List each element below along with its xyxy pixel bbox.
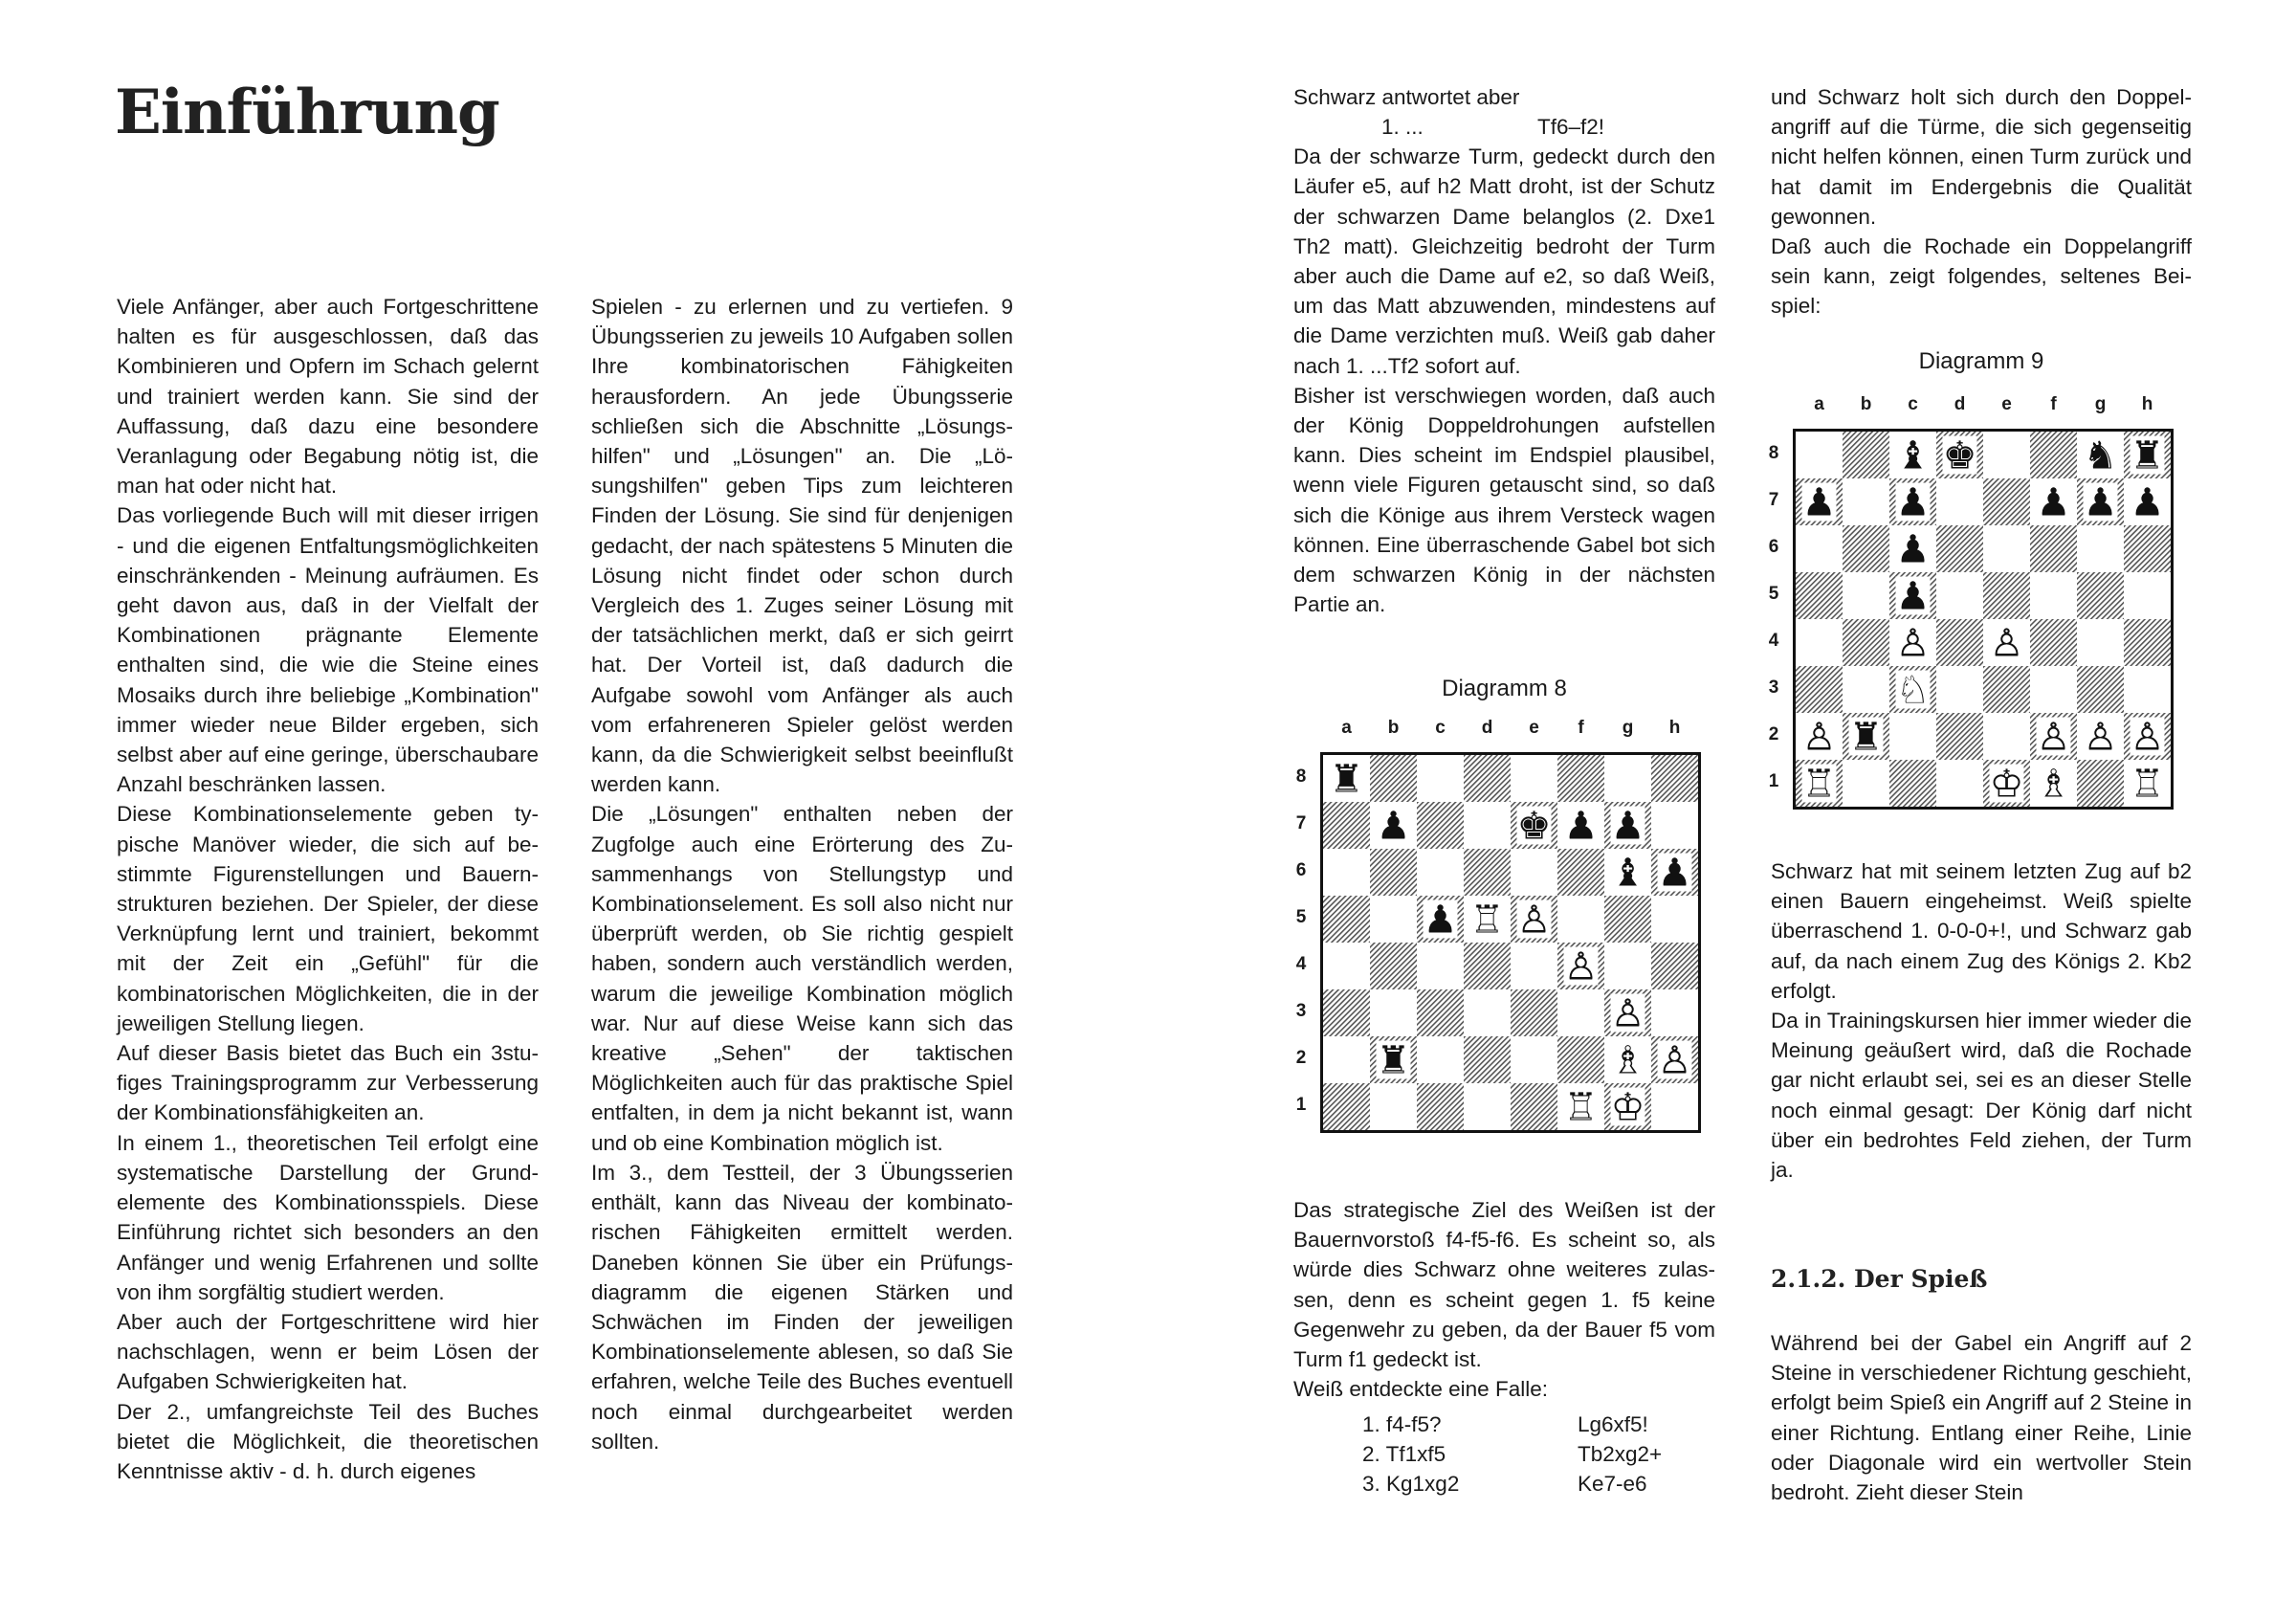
light-square	[1796, 432, 1843, 478]
paragraph: Während bei der Gabel ein Angriff auf 2 Steine in verschiedener Richtung geschieht, erfolgt beim Spieß ein Angriff auf 2 Steine in einer Richtung. Entlang einer Reihe, Linie oder Diagonale wird ein wertvoller Stein bedroht. Zieht dieser Stein	[1771, 1331, 2192, 1505]
white-piece-icon: ♗	[2036, 762, 2071, 807]
black-move: Ke7-e6	[1578, 1472, 1647, 1497]
dark-square	[1843, 432, 1889, 478]
white-piece-icon: ♙	[1610, 991, 1645, 1036]
right-column-2	[1771, 82, 2192, 322]
paragraph: Da in Trainingskursen hier immer wieder die Meinung geäußert wird, daß die Rochade gar nicht erlaubt sei, sei es an dieser Stelle noch einmal gesagt: Der König darf nicht über ein bedrohtes Feld ziehen, der Turm ja.	[1771, 1009, 2192, 1183]
dark-square	[1983, 572, 2030, 619]
dark-square	[2077, 666, 2124, 713]
black-piece-icon: ♜	[1848, 715, 1884, 760]
rank-label: 1	[1295, 1095, 1307, 1115]
move-line	[1293, 112, 1715, 142]
light-square	[2124, 572, 2171, 619]
rank-label: 5	[1768, 584, 1779, 604]
file-label: g	[1622, 718, 1634, 738]
light-square	[1557, 989, 1604, 1036]
file-label: g	[2094, 394, 2107, 414]
white-piece-icon: ♙	[1657, 1038, 1692, 1083]
paragraph: Die „Lösungen" enthalten neben der Zugfolge auch eine Erörterung des Zusammenhangs von Stellungstyp und Kombinationselement. Es soll also nicht nur überprüft werden, ob Sie richtig gespielt haben, sondern auch verständlich werden, warum die jeweilige Kombination möglich war. Nur auf diese Weise kann sich das kreative „Sehen" der taktischen Möglichkeiten auch für das praktische Spiel entfalten, in dem ja nicht bekannt ist, wann und ob eine Kombination möglich ist.	[591, 802, 1013, 1155]
light-square	[1889, 713, 1936, 760]
light-square	[1417, 943, 1464, 989]
paragraph: Der 2., umfangreichste Teil des Buches bietet die Möglichkeit, die theoretischen Kenntnisse aktiv - d. h. durch eigenes	[117, 1399, 539, 1483]
file-label: e	[1529, 718, 1539, 738]
diagram-9-caption: Diagramm 9	[1918, 348, 2044, 374]
dark-square	[2030, 432, 2077, 478]
white-piece-icon: ♙	[2130, 715, 2165, 760]
left-column-2	[591, 292, 1013, 1456]
white-piece-icon: ♙	[1989, 621, 2024, 666]
light-square	[2030, 666, 2077, 713]
dark-square	[1557, 755, 1604, 802]
black-piece-icon: ♟	[1563, 804, 1599, 849]
light-square	[1417, 755, 1464, 802]
black-piece-icon: ♚	[1516, 804, 1552, 849]
light-square	[1323, 849, 1370, 896]
light-square	[2077, 619, 2124, 666]
black-piece-icon: ♜	[1329, 757, 1364, 802]
black-piece-icon: ♟	[1895, 480, 1931, 525]
move-row	[1293, 1469, 1715, 1499]
dark-square	[1464, 943, 1511, 989]
light-square	[1464, 802, 1511, 849]
light-square	[1370, 896, 1417, 943]
light-square	[1936, 478, 1983, 525]
move-row	[1293, 1410, 1715, 1439]
board-svg	[1323, 755, 1698, 1130]
dark-square	[1511, 989, 1557, 1036]
paragraph: Aber auch der Fortgeschrittene wird hier nachschlagen, wenn er beim Lösen der Aufgaben Schwierigkeiten hat.	[117, 1309, 539, 1394]
light-square	[1511, 1036, 1557, 1083]
light-square	[1604, 755, 1651, 802]
dark-square	[1370, 849, 1417, 896]
move-row	[1293, 1439, 1715, 1469]
light-square	[1651, 1083, 1698, 1130]
dark-square	[1417, 989, 1464, 1036]
file-label: a	[1814, 394, 1824, 414]
file-label: h	[1668, 718, 1681, 738]
dark-square	[1464, 849, 1511, 896]
dark-square	[1323, 802, 1370, 849]
dark-square	[1843, 619, 1889, 666]
black-piece-icon: ♟	[2083, 480, 2118, 525]
right-column-2-middle	[1771, 856, 2192, 1185]
paragraph: Im 3., dem Testteil, der 3 Übungsserien enthält, kann das Niveau der kombinatorischen Fähigkeiten ermittelt werden. Daneben können Sie über ein Prüfungsdiagramm die eigenen Stärken und Schwächen im Finden der jeweiligen Kombinationselemente ablesen, so daß Sie erfahren, welche Teile des Buches eventuell noch einmal durchgearbeitet werden sollten.	[591, 1160, 1013, 1454]
rank-label: 8	[1768, 443, 1779, 463]
black-piece-icon: ♟	[1423, 898, 1458, 943]
file-label: h	[2141, 394, 2153, 414]
diagram-8-caption: Diagramm 8	[1442, 676, 1567, 701]
file-label: e	[2001, 394, 2012, 414]
paragraph: In einem 1., theoretischen Teil erfolgt eine systematische Darstellung der Grundelemente des Kombinationsspiels. Diese Einführung richtet sich besonders an den Anfänger und wenig Erfahrenen und sollte von ihm sorgfältig studiert werden.	[117, 1130, 539, 1304]
dark-square	[1370, 943, 1417, 989]
light-square	[1796, 525, 1843, 572]
rank-label: 4	[1768, 631, 1779, 651]
dark-square	[1651, 943, 1698, 989]
black-piece-icon: ♞	[2083, 433, 2118, 478]
light-square	[1464, 989, 1511, 1036]
black-move: Lg6xf5!	[1578, 1412, 1648, 1437]
rank-label: 8	[1295, 766, 1307, 787]
dark-square	[1323, 896, 1370, 943]
white-piece-icon: ♔	[1989, 762, 2024, 807]
move-text: Tf6–f2!	[1537, 115, 1605, 140]
dark-square	[1370, 755, 1417, 802]
light-square	[1417, 1036, 1464, 1083]
left-column-1	[117, 292, 539, 1486]
light-square	[1511, 943, 1557, 989]
section-heading: 2.1.2. Der Spieß	[1771, 1265, 1988, 1293]
rank-label: 7	[1768, 490, 1779, 510]
light-square	[1651, 989, 1698, 1036]
light-square	[1417, 849, 1464, 896]
rank-label: 4	[1295, 954, 1307, 974]
dark-square	[1417, 802, 1464, 849]
dark-square	[1936, 619, 1983, 666]
paragraph: Diese Kombinationselemente geben typische Manöver wieder, die sich auf bestimmte Figurenstellungen und Bauernstrukturen beziehen. Der Spieler, der diese Verknüpfung lernt und trainiert, bekommt mit der Zeit ein „Gefühl" für die kombinatorischen Möglichkeiten, die in der jeweiligen Stellung liegen.	[117, 802, 539, 1035]
black-piece-icon: ♟	[1801, 480, 1837, 525]
light-square	[1323, 1036, 1370, 1083]
light-square	[1843, 572, 1889, 619]
light-square	[1936, 760, 1983, 807]
black-piece-icon: ♟	[2130, 480, 2165, 525]
dark-square	[1983, 666, 2030, 713]
dark-square	[1323, 1083, 1370, 1130]
dark-square	[1936, 525, 1983, 572]
light-square	[1604, 943, 1651, 989]
rank-label: 6	[1768, 537, 1779, 557]
paragraph: Schwarz antwortet aber	[1293, 85, 1520, 109]
dark-square	[1464, 755, 1511, 802]
light-square	[1983, 525, 2030, 572]
white-piece-icon: ♘	[1895, 668, 1931, 713]
white-piece-icon: ♙	[2083, 715, 2118, 760]
white-piece-icon: ♙	[1563, 944, 1599, 989]
paragraph: Viele Anfänger, aber auch Fortgeschrittene halten es für ausgeschlossen, daß das Kombinieren und Opfern im Schach gelernt und trainiert werden kann. Sie sind der Auffassung, daß dazu eine besondere Veranlagung oder Begabung nötig ist, die man hat oder nicht hat.	[117, 295, 539, 499]
light-square	[1370, 1083, 1417, 1130]
light-square	[1843, 760, 1889, 807]
chess-board	[1793, 429, 2174, 810]
dark-square	[1936, 713, 1983, 760]
file-label: b	[1860, 394, 1872, 414]
dark-square	[2077, 572, 2124, 619]
rank-label: 2	[1295, 1048, 1307, 1068]
rank-label: 1	[1768, 771, 1779, 791]
black-piece-icon: ♝	[1895, 433, 1931, 478]
board-svg	[1796, 432, 2171, 807]
black-piece-icon: ♟	[1610, 804, 1645, 849]
light-square	[1651, 802, 1698, 849]
right-column-1	[1293, 82, 1715, 619]
dark-square	[1843, 525, 1889, 572]
white-piece-icon: ♖	[1469, 898, 1505, 943]
white-piece-icon: ♖	[2130, 762, 2165, 807]
paragraph: Spielen - zu erlernen und zu vertiefen. 9 Übungsserien zu jeweils 10 Aufgaben sollen Ihre kombinatorischen Fähigkeiten herausfordern. An jede Übungsserie schließen sich die Abschnitte „Lösungshilfen" und „Lösungen" an. Die „Lösungshilfen" geben Tips zum leichteren Finden der Lösung. Sie sind für denjenigen gedacht, der nach spätestens 5 Minuten die Lösung nicht findet oder schon durch Vergleich des 1. Zuges seiner Lösung mit der tatsächlichen merkt, daß er sich geirrt hat. Der Vorteil ist, daß dadurch die Aufgabe sowohl vom Anfänger als auch vom erfahreneren Spieler gelöst werden kann, da die Schwierigkeit selbst beeinflußt werden kann.	[591, 295, 1013, 797]
light-square	[1557, 896, 1604, 943]
rank-label: 3	[1768, 677, 1779, 698]
white-move: 3. Kg1xg2	[1362, 1472, 1460, 1497]
white-piece-icon: ♙	[1516, 898, 1552, 943]
dark-square	[1889, 760, 1936, 807]
white-piece-icon: ♖	[1563, 1085, 1599, 1130]
white-move: 2. Tf1xf5	[1362, 1442, 1446, 1467]
dark-square	[1323, 989, 1370, 1036]
rank-label: 7	[1295, 813, 1307, 833]
light-square	[1843, 478, 1889, 525]
dark-square	[2124, 525, 2171, 572]
file-label: a	[1341, 718, 1352, 738]
black-piece-icon: ♟	[1657, 851, 1692, 896]
file-label: f	[2050, 394, 2057, 414]
file-label: b	[1387, 718, 1400, 738]
black-piece-icon: ♜	[1376, 1038, 1411, 1083]
dark-square	[1557, 1036, 1604, 1083]
dark-square	[1417, 1083, 1464, 1130]
dark-square	[1604, 896, 1651, 943]
dark-square	[1796, 666, 1843, 713]
paragraph: Bisher ist verschwiegen worden, daß auch der König Doppeldrohungen aufstellen kann. Dies scheint im Endspiel plausibel, wenn viele Figuren getauscht sind, so daß sich die Könige aus ihrem Versteck wagen können. Eine überraschende Gabel bot sich dem schwarzen König in der nächsten Partie an.	[1293, 383, 1715, 617]
dark-square	[2030, 619, 2077, 666]
light-square	[1936, 666, 1983, 713]
move-list	[1293, 1410, 1715, 1499]
move-number: 1. ...	[1381, 115, 1424, 140]
paragraph: und Schwarz holt sich durch den Doppelangriff auf die Türme, die sich gegenseitig nicht helfen können, einen Turm zurück und hat damit im Endergebnis die Qualität gewonnen.	[1771, 85, 2192, 229]
black-piece-icon: ♟	[2036, 480, 2071, 525]
white-piece-icon: ♙	[1801, 715, 1837, 760]
light-square	[2124, 666, 2171, 713]
black-piece-icon: ♝	[1610, 851, 1645, 896]
rank-label: 6	[1295, 860, 1307, 880]
black-piece-icon: ♚	[1942, 433, 1977, 478]
light-square	[1796, 619, 1843, 666]
white-piece-icon: ♙	[2036, 715, 2071, 760]
paragraph: Weiß entdeckte eine Falle:	[1293, 1377, 1548, 1402]
dark-square	[2030, 525, 2077, 572]
dark-square	[1983, 478, 2030, 525]
paragraph: Schwarz hat mit seinem letzten Zug auf b2 einen Bauern eingeheimst. Weiß spielte überraschend 1. 0-0-0+!, und Schwarz gab auf, da nach einem Zug des Königs 2. Kb2 erfolgt.	[1771, 859, 2192, 1003]
paragraph: Da der schwarze Turm, gedeckt durch den Läufer e5, auf h2 Matt droht, ist der Schutz der schwarzen Dame belanglos (2. Dxe1 Th2 matt). Gleichzeitig bedroht der Turm aber auch die Dame auf e2, so daß Weiß, um das Matt abzuwenden, mindestens auf die Dame verzichten muß. Weiß gab daher nach 1. ...Tf2 sofort auf.	[1293, 144, 1715, 378]
dark-square	[1464, 1036, 1511, 1083]
file-label: c	[1435, 718, 1446, 738]
dark-square	[1796, 572, 1843, 619]
file-label: f	[1578, 718, 1584, 738]
rank-label: 3	[1295, 1001, 1307, 1021]
light-square	[1323, 943, 1370, 989]
white-piece-icon: ♖	[1801, 762, 1837, 807]
rank-label: 2	[1768, 724, 1779, 744]
paragraph: Daß auch die Rochade ein Doppelangriff sein kann, zeigt folgendes, seltenes Beispiel:	[1771, 234, 2192, 319]
white-piece-icon: ♔	[1610, 1085, 1645, 1130]
light-square	[1651, 896, 1698, 943]
light-square	[1511, 755, 1557, 802]
light-square	[1936, 572, 1983, 619]
black-piece-icon: ♟	[1895, 527, 1931, 572]
rank-label: 5	[1295, 907, 1307, 927]
black-piece-icon: ♟	[1376, 804, 1411, 849]
light-square	[1843, 666, 1889, 713]
right-column-2-lower	[1771, 1328, 2192, 1507]
paragraph: Auf dieser Basis bietet das Buch ein 3stufiges Trainingsprogramm zur Verbesserung der Kombinationsfähigkeiten an.	[117, 1041, 539, 1125]
file-label: d	[1481, 718, 1493, 738]
white-move: 1. f4-f5?	[1362, 1412, 1442, 1437]
black-move: Tb2xg2+	[1578, 1442, 1663, 1467]
black-piece-icon: ♟	[1895, 574, 1931, 619]
chess-board	[1320, 752, 1701, 1133]
dark-square	[2077, 760, 2124, 807]
light-square	[1464, 1083, 1511, 1130]
white-piece-icon: ♗	[1610, 1038, 1645, 1083]
light-square	[1511, 849, 1557, 896]
dark-square	[2124, 619, 2171, 666]
file-label: d	[1954, 394, 1966, 414]
black-piece-icon: ♜	[2130, 433, 2165, 478]
paragraph: Das strategische Ziel des Weißen ist der Bauernvorstoß f4-f5-f6. Es scheint so, als würde dies Schwarz ohne weiteres zulassen, denn es scheint gegen 1. f5 keine Gegenwehr zu geben, da der Bauer f5 vom Turm f1 gedeckt ist.	[1293, 1198, 1715, 1372]
light-square	[1370, 989, 1417, 1036]
light-square	[1983, 713, 2030, 760]
right-column-1-lower	[1293, 1195, 1715, 1499]
chapter-title: Einführung	[115, 77, 499, 148]
paragraph: Das vorliegende Buch will mit dieser irrigen - und die eigenen Entfaltungsmöglichkeiten einschränkenden - Meinung aufräumen. Es geht davon aus, daß in der Vielfalt der Kombinationen prägnante Elemente enthalten sind, die wie die Steine eines Mosaiks durch ihre beliebige „Kombination" immer wieder neue Bilder ergeben, sich selbst aber auf eine geringe, überschaubare Anzahl beschränken lassen.	[117, 503, 539, 797]
light-square	[2030, 572, 2077, 619]
light-square	[2077, 525, 2124, 572]
dark-square	[1511, 1083, 1557, 1130]
dark-square	[1651, 755, 1698, 802]
file-label: c	[1908, 394, 1918, 414]
dark-square	[1557, 849, 1604, 896]
white-piece-icon: ♙	[1895, 621, 1931, 666]
light-square	[1983, 432, 2030, 478]
